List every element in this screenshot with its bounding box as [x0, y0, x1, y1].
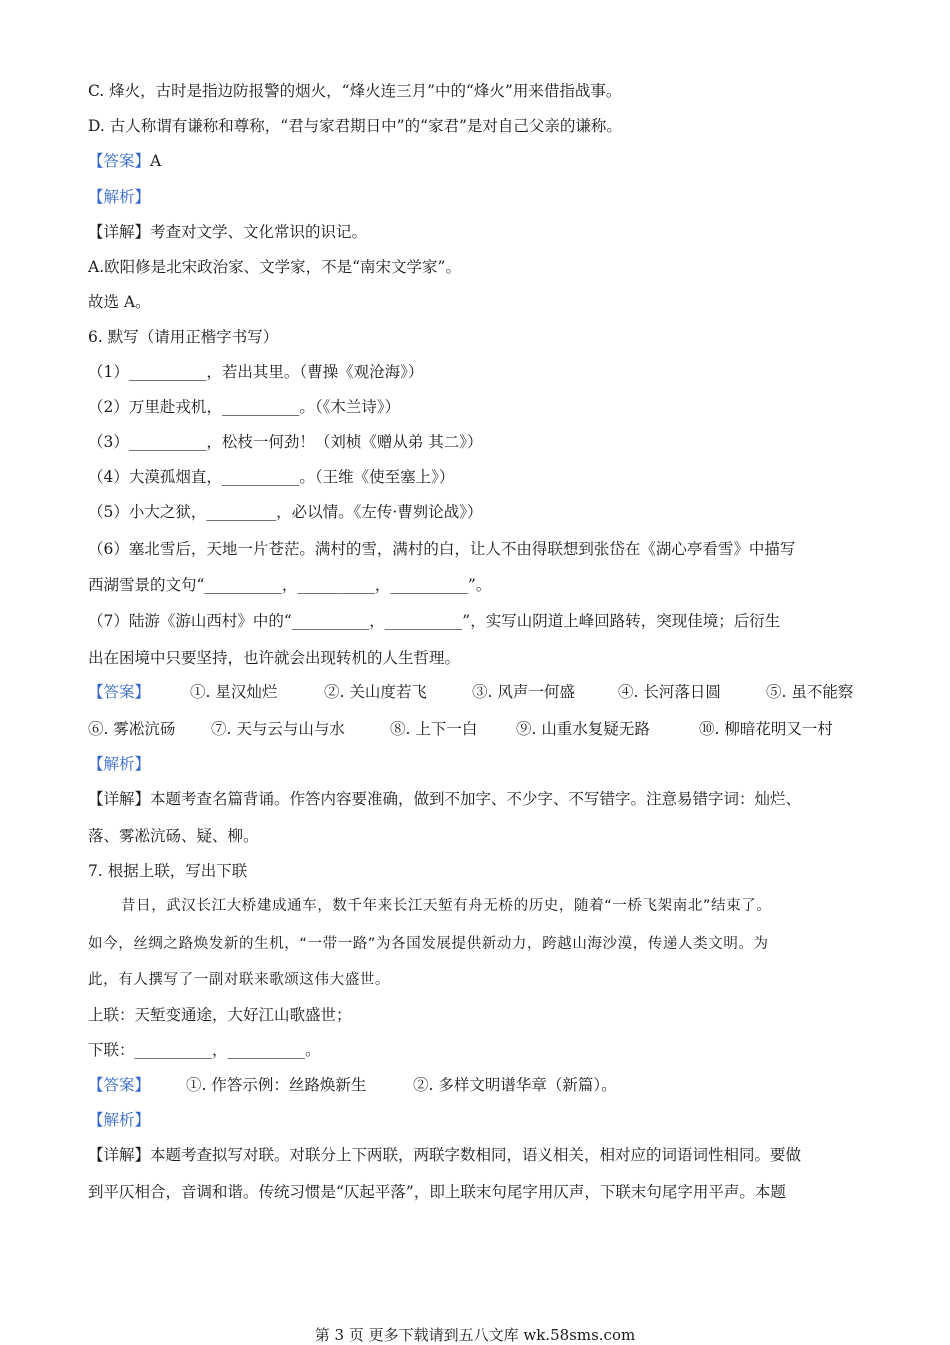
answer-item: ②. 关山度若飞 — [324, 683, 427, 701]
analysis-tag: 【解析】 — [88, 188, 151, 206]
page-footer: 第 3 页 更多下载请到五八文库 wk.58sms.com — [314, 1326, 636, 1344]
q6-item-7a: （7）陆游《游山西村》中的“__________，__________”，实写山阴道上峰回路转，突现佳境；后衍生 — [88, 612, 781, 630]
q6-item-5: （5）小大之狱，_________，必以情。《左传·曹刿论战》） — [88, 503, 483, 521]
q6-item-6b: 西湖雪景的文句“__________，__________，__________”。 — [88, 576, 492, 594]
q6-item-6a: （6）塞北雪后，天地一片苍茫。满村的雪，满村的白，让人不由得联想到张岱在《湖心亭看雪》中描写 — [88, 540, 796, 558]
q7-analysis-line — [88, 1110, 862, 1130]
q7-answer-line — [88, 1075, 862, 1095]
answer-item: ⑩. 柳暗花明又一村 — [699, 720, 833, 738]
answer-tag: 【答案】 — [88, 683, 151, 701]
q6-analysis-line — [88, 754, 862, 774]
q6-answer-line-2 — [88, 719, 862, 739]
answer-item: ①. 星汉灿烂 — [190, 683, 278, 701]
answer-item: ④. 长河落日圆 — [618, 683, 721, 701]
q5-choice: 故选 A。 — [88, 293, 151, 311]
detail-tag: 【详解】 — [88, 223, 151, 241]
q6-title: 6. 默写（请用正楷字书写） — [88, 328, 279, 346]
detail-text: 本题考查名篇背诵。作答内容要准确，做到不加字、不少字、不写错字。注意易错字词：灿烂、 — [150, 790, 802, 808]
answer-item: ⑧. 上下一白 — [390, 720, 478, 738]
q6-item-7b: 出在困境中只要坚持，也许就会出现转机的人生哲理。 — [88, 649, 461, 667]
q6-item-2: （2）万里赴戎机，__________。（《木兰诗》） — [88, 398, 401, 416]
q7-lower-couplet: 下联：__________，__________。 — [88, 1041, 321, 1059]
q6-item-1: （1）__________，若出其里。（曹操《观沧海》） — [88, 363, 424, 381]
answer-item: ⑨. 山重水复疑无路 — [516, 720, 650, 738]
option-c: C. 烽火，古时是指边防报警的烟火，“烽火连三月”中的“烽火”用来借指战事。 — [88, 82, 622, 100]
answer-item: ⑤. 虽不能察 — [766, 683, 854, 701]
detail-text: 本题考查拟写对联。对联分上下两联，两联字数相同，语义相关，相对应的词语词性相同。要做 — [150, 1146, 802, 1164]
answer-item: ①. 作答示例：丝路焕新生 — [186, 1076, 367, 1094]
q7-title: 7. 根据上联，写出下联 — [88, 862, 248, 880]
answer-tag: 【答案】 — [88, 152, 151, 170]
analysis-tag: 【解析】 — [88, 1111, 151, 1129]
answer-item: ③. 风声一何盛 — [472, 683, 575, 701]
detail-text: 考查对文学、文化常识的识记。 — [150, 223, 368, 241]
q7-detail-line-a — [88, 1145, 862, 1165]
q6-item-3: （3）__________，松枝一何劲！（刘桢《赠从弟 其二》） — [88, 433, 483, 451]
q5-detail-line — [88, 222, 862, 242]
answer-item: ⑦. 天与云与山与水 — [211, 720, 345, 738]
q5-answer-line — [88, 151, 862, 171]
q7-passage-3: 此，有人撰写了一副对联来歌颂这伟大盛世。 — [88, 972, 390, 988]
q7-passage-2: 如今，丝绸之路焕发新的生机，“一带一路”为各国发展提供新动力，跨越山海沙漠，传递人类文明。为 — [88, 936, 769, 952]
option-d: D. 古人称谓有谦称和尊称，“君与家君期日中”的“家君”是对自己父亲的谦称。 — [88, 117, 622, 135]
q6-detail-line-b: 落、雾凇沆砀、疑、柳。 — [88, 827, 259, 845]
q7-upper-couplet: 上联：天堑变通途，大好江山歌盛世； — [88, 1006, 352, 1024]
answer-item: ②. 多样文明谱华章（新篇）。 — [413, 1076, 617, 1094]
analysis-tag: 【解析】 — [88, 755, 151, 773]
q6-answer-line-1 — [88, 682, 862, 702]
q5-analysis-line — [88, 187, 862, 207]
q6-item-4: （4）大漠孤烟直，__________。（王维《使至塞上》） — [88, 468, 455, 486]
answer-tag: 【答案】 — [88, 1076, 151, 1094]
q7-detail-line-b: 到平仄相合，音调和谐。传统习惯是“仄起平落”，即上联末句尾字用仄声，下联末句尾字用平声。本题 — [88, 1183, 786, 1201]
q7-passage-1: 昔日，武汉长江大桥建成通车，数千年来长江天堑有舟无桥的历史，随着“一桥飞架南北”结束了。 — [121, 898, 772, 914]
detail-tag: 【详解】 — [88, 1146, 151, 1164]
answer-item: ⑥. 雾凇沆砀 — [88, 720, 176, 738]
answer-text: A — [150, 152, 162, 170]
q5-explanation-a: A.欧阳修是北宋政治家、文学家，不是“南宋文学家”。 — [88, 258, 461, 276]
detail-tag: 【详解】 — [88, 790, 151, 808]
q6-detail-line-a — [88, 789, 862, 809]
